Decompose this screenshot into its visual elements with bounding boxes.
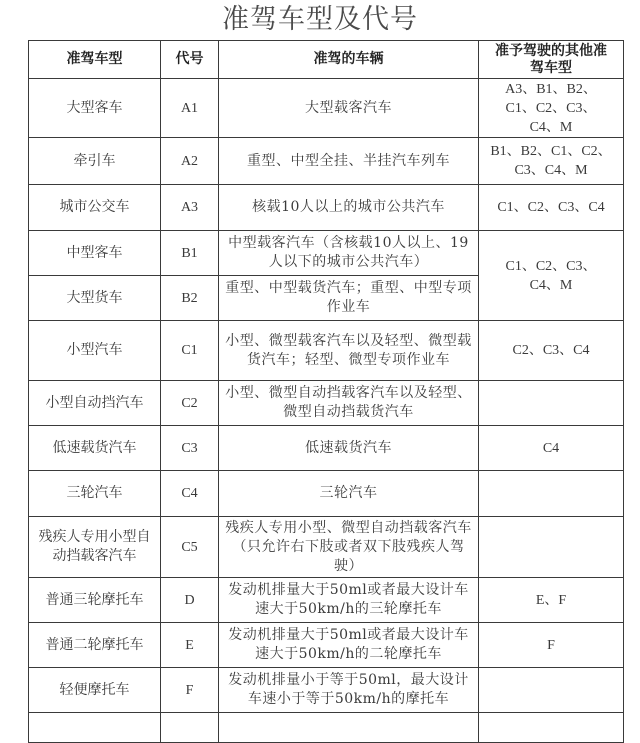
cell-empty [29, 713, 161, 743]
cell-others: A3、B1、B2、C1、C2、C3、C4、M [479, 79, 624, 138]
cell-others: C1、C2、C3、C4 [479, 185, 624, 231]
cell-others: B1、B2、C1、C2、C3、C4、M [479, 138, 624, 185]
cell-type: 小型汽车 [29, 321, 161, 381]
license-type-table [28, 40, 624, 743]
cell-type: 牵引车 [29, 138, 161, 185]
cell-type: 小型自动挡汽车 [29, 381, 161, 426]
cell-others-merged: C1、C2、C3、C4、M [479, 231, 624, 321]
cell-type: 中型客车 [29, 231, 161, 276]
table-row [29, 79, 624, 138]
cell-type: 残疾人专用小型自动挡载客汽车 [29, 517, 161, 578]
table-row [29, 578, 624, 623]
cell-code: C3 [161, 426, 219, 471]
page-title: 准驾车型及代号 [222, 4, 418, 35]
cell-empty [161, 713, 219, 743]
cell-vehicles: 发动机排量大于50ml或者最大设计车速大于50km/h的三轮摩托车 [219, 578, 479, 623]
cell-type: 大型客车 [29, 79, 161, 138]
cell-others [479, 517, 624, 578]
cell-vehicles: 重型、中型载货汽车；重型、中型专项作业车 [219, 276, 479, 321]
cell-type: 普通三轮摩托车 [29, 578, 161, 623]
cell-vehicles: 大型载客汽车 [219, 79, 479, 138]
table-header-row [29, 41, 624, 79]
cell-type: 城市公交车 [29, 185, 161, 231]
cell-code: C2 [161, 381, 219, 426]
cell-empty [219, 713, 479, 743]
cell-vehicles: 三轮汽车 [219, 471, 479, 517]
table-row-partial [29, 713, 624, 743]
cell-others: C4 [479, 426, 624, 471]
cell-vehicles: 重型、中型全挂、半挂汽车列车 [219, 138, 479, 185]
cell-type: 低速载货汽车 [29, 426, 161, 471]
cell-vehicles: 小型、微型载客汽车以及轻型、微型载货汽车；轻型、微型专项作业车 [219, 321, 479, 381]
cell-others: C2、C3、C4 [479, 321, 624, 381]
cell-others: E、F [479, 578, 624, 623]
table-row [29, 668, 624, 713]
cell-type: 大型货车 [29, 276, 161, 321]
cell-code: E [161, 623, 219, 668]
cell-type: 普通二轮摩托车 [29, 623, 161, 668]
table-row [29, 321, 624, 381]
cell-code: B1 [161, 231, 219, 276]
header-code: 代号 [161, 41, 219, 79]
table-row [29, 231, 624, 276]
cell-type: 三轮汽车 [29, 471, 161, 517]
cell-others [479, 471, 624, 517]
cell-code: C1 [161, 321, 219, 381]
cell-vehicles: 核载10人以上的城市公共汽车 [219, 185, 479, 231]
header-vehicles: 准驾的车辆 [219, 41, 479, 79]
cell-type: 轻便摩托车 [29, 668, 161, 713]
cell-code: B2 [161, 276, 219, 321]
cell-others [479, 381, 624, 426]
cell-vehicles: 小型、微型自动挡载客汽车以及轻型、微型自动挡载货汽车 [219, 381, 479, 426]
cell-empty [479, 713, 624, 743]
table-row [29, 381, 624, 426]
cell-code: D [161, 578, 219, 623]
cell-others: F [479, 623, 624, 668]
cell-vehicles: 残疾人专用小型、微型自动挡载客汽车（只允许右下肢或者双下肢残疾人驾驶） [219, 517, 479, 578]
table-row [29, 138, 624, 185]
table-row [29, 471, 624, 517]
cell-code: C4 [161, 471, 219, 517]
cell-code: A3 [161, 185, 219, 231]
header-type: 准驾车型 [29, 41, 161, 79]
cell-code: C5 [161, 517, 219, 578]
table-row [29, 185, 624, 231]
cell-others [479, 668, 624, 713]
table-row [29, 517, 624, 578]
header-others: 准予驾驶的其他准驾车型 [479, 41, 624, 79]
cell-code: A2 [161, 138, 219, 185]
cell-code: F [161, 668, 219, 713]
table-row [29, 623, 624, 668]
cell-vehicles: 发动机排量大于50ml或者最大设计车速大于50km/h的二轮摩托车 [219, 623, 479, 668]
cell-vehicles: 发动机排量小于等于50ml，最大设计车速小于等于50km/h的摩托车 [219, 668, 479, 713]
table-row [29, 426, 624, 471]
cell-code: A1 [161, 79, 219, 138]
cell-vehicles: 低速载货汽车 [219, 426, 479, 471]
cell-vehicles: 中型载客汽车（含核载10人以上、19人以下的城市公共汽车） [219, 231, 479, 276]
